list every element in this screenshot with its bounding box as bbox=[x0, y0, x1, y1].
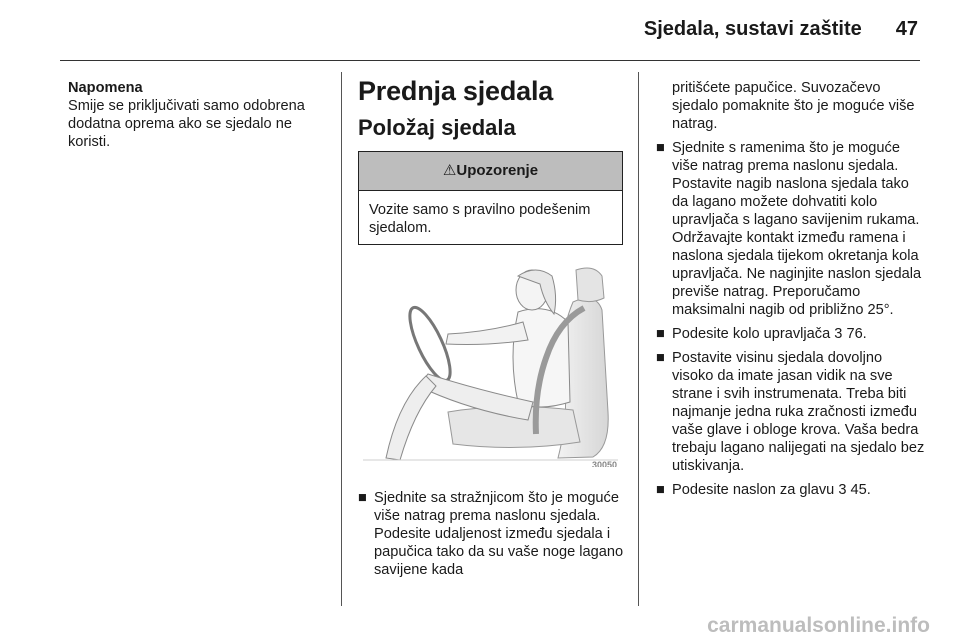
bullet-square-icon: ■ bbox=[358, 490, 367, 506]
bullet-text: Podesite naslon za glavu bbox=[672, 482, 835, 498]
bullet-text: Podesite kolo upravljača bbox=[672, 326, 831, 342]
seat-position-illustration bbox=[358, 262, 623, 467]
page-ref-link[interactable]: 76. bbox=[846, 326, 867, 342]
bullet-square-icon: ■ bbox=[656, 350, 665, 366]
page-number: 47 bbox=[895, 18, 918, 40]
page-header bbox=[644, 18, 918, 41]
bullet-text: Sjednite sa stražnjicom što je moguće više natrag prema naslonu sjedala. Podesite udaljenost između sjedala i papučica tako da su vaše noge lagano savijene kada bbox=[374, 490, 624, 578]
bullet-square-icon: ■ bbox=[656, 326, 665, 342]
warning-title: Upozorenje bbox=[456, 162, 539, 179]
list-item bbox=[656, 481, 926, 499]
figure-number: 30050 bbox=[592, 460, 618, 467]
page-ref-icon: 3 bbox=[838, 482, 847, 498]
warning-text: Vozite samo s pravilno podešenim sjedalom. bbox=[369, 202, 591, 236]
section-subheading: Položaj sjedala bbox=[358, 115, 516, 140]
section-heading: Prednja sjedala bbox=[358, 76, 554, 106]
header-rule bbox=[60, 60, 920, 61]
page-ref-link[interactable]: 45. bbox=[850, 482, 871, 498]
warning-box bbox=[358, 151, 623, 245]
warning-triangle-icon: ⚠ bbox=[442, 162, 457, 179]
header-title: Sjedala, sustavi zaštite bbox=[643, 18, 862, 40]
bullet-square-icon: ■ bbox=[656, 482, 665, 498]
column-divider-1 bbox=[341, 72, 342, 606]
list-item bbox=[656, 139, 926, 319]
bullet-square-icon: ■ bbox=[656, 140, 665, 156]
column-left bbox=[68, 79, 330, 151]
bullet-text: Postavite visinu sjedala dovoljno visoko da imate jasan vidik na sve strane i svih instrumenata. Treba biti najmanje jedna ruka zračnosti između vaše glave i obloge krova. Vaša bedra trebaju lagano nalijegati na sjedalo bez utiskivanja. bbox=[672, 350, 925, 474]
column-right bbox=[656, 79, 926, 505]
list-item bbox=[656, 349, 926, 475]
watermark: carmanualsonline.info bbox=[707, 614, 930, 637]
list-item bbox=[656, 325, 926, 343]
continued-text: pritišćete papučice. Suvozačevo sjedalo pomaknite što je moguće više natrag. bbox=[672, 80, 915, 132]
bullet-text: Sjednite s ramenima što je moguće više natrag prema naslonu sjedala. Postavite nagib naslona sjedala tako da lagano možete dohvatiti kolo upravljača s lagano savijenim rukama. Održavajte kontakt između ramena i naslona sjedala tijekom okretanja kola upravljača. Ne naginjite naslon sjedala previše natrag. Preporučamo maksimalni nagib od približno 25°. bbox=[672, 140, 922, 318]
list-item bbox=[358, 489, 626, 579]
note-label: Napomena bbox=[68, 80, 143, 96]
warning-header bbox=[359, 152, 622, 191]
page-ref-icon: 3 bbox=[834, 326, 843, 342]
column-middle bbox=[358, 76, 626, 585]
column-divider-2 bbox=[638, 72, 639, 606]
driver-seat-drawing bbox=[358, 262, 623, 467]
note-text: Smije se priključivati samo odobrena dodatna oprema ako se sjedalo ne koristi. bbox=[68, 98, 305, 150]
